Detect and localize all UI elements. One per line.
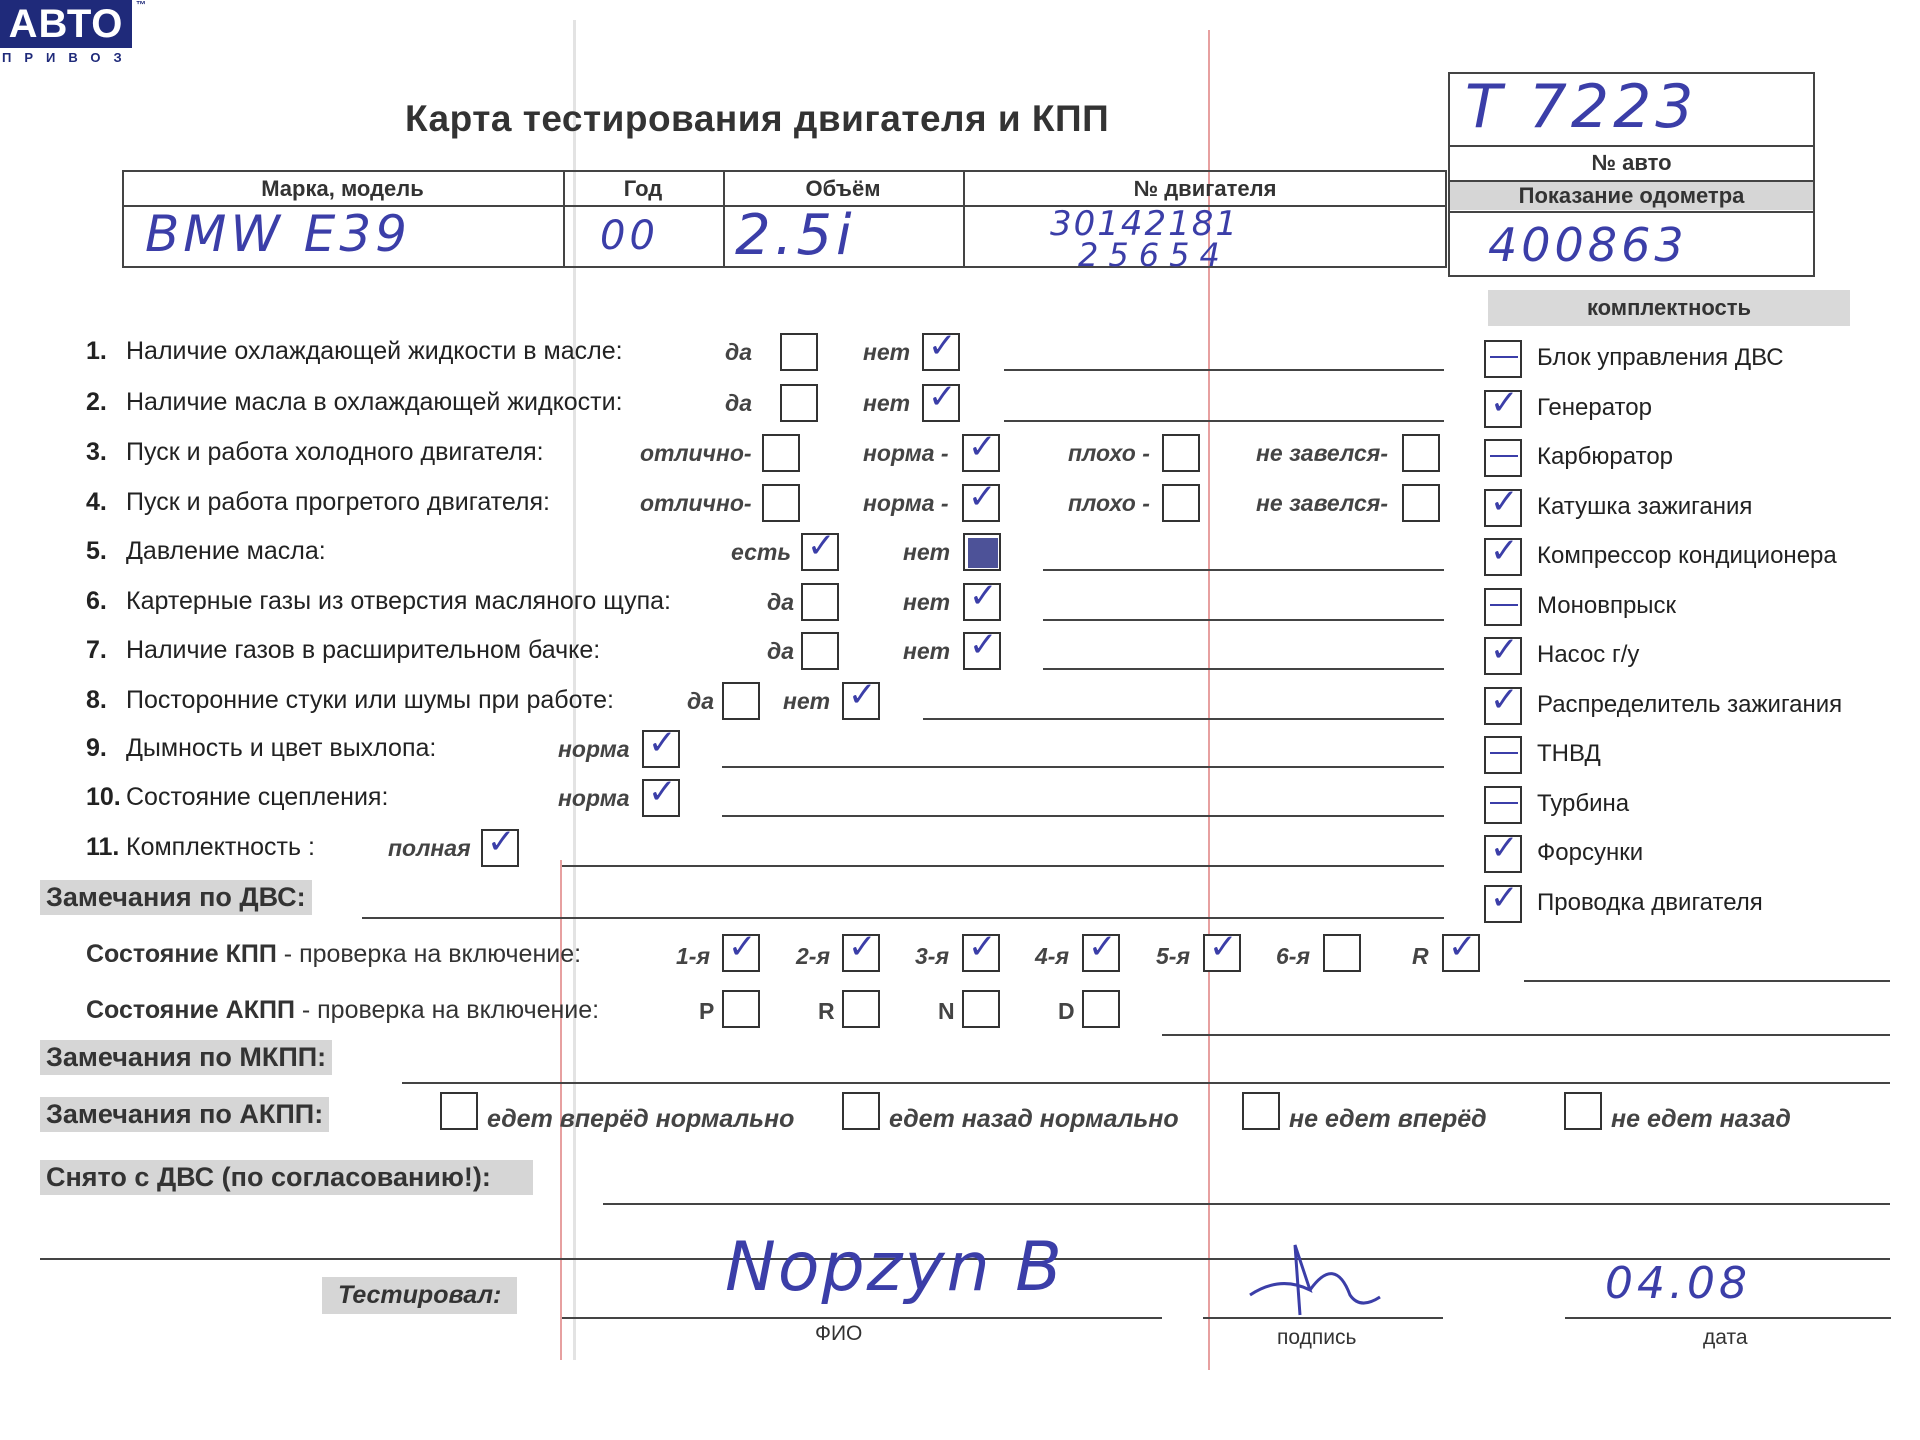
question-checkbox[interactable] (1162, 434, 1200, 472)
akpp-position-checkbox[interactable] (842, 990, 880, 1028)
komplekt-item-label: Распределитель зажигания (1537, 690, 1843, 718)
question-number: 3. (86, 438, 107, 466)
question-checkbox[interactable] (1402, 434, 1440, 472)
option-label: да (725, 390, 753, 416)
divider (1448, 145, 1815, 147)
question-checkbox[interactable] (922, 377, 960, 422)
remarks-line[interactable] (722, 766, 1444, 768)
question-checkbox[interactable] (780, 384, 818, 422)
logo-subtitle: ПРИВОЗ (2, 50, 135, 65)
komplekt-checkbox[interactable] (1484, 439, 1522, 477)
komplekt-checkbox[interactable] (1484, 828, 1522, 873)
check-mark-icon: ✓ (848, 927, 877, 967)
question-number: 2. (86, 388, 107, 416)
option-label: да (767, 589, 795, 615)
logo-trademark: ™ (136, 0, 146, 11)
question-checkbox[interactable] (801, 526, 839, 571)
akpp-position-checkbox[interactable] (722, 990, 760, 1028)
gear-checkbox[interactable] (1442, 927, 1480, 972)
section-mkpp-remarks: Замечания по МКПП: (40, 1040, 332, 1075)
fio-label: ФИО (815, 1322, 863, 1345)
option-label: плохо - (1068, 440, 1150, 466)
remarks-line[interactable] (722, 815, 1444, 817)
komplekt-item-label: Карбюратор (1537, 443, 1674, 470)
gear-label: 3-я (915, 943, 949, 969)
remarks-line[interactable] (1043, 619, 1444, 621)
date-value: 04.08 (1605, 1258, 1751, 1309)
dash-mark-icon (1490, 356, 1518, 358)
option-label: не завелся- (1256, 490, 1388, 516)
volume-header: Объём (805, 176, 881, 201)
question-checkbox[interactable] (801, 632, 839, 670)
option-label: норма - (863, 490, 949, 516)
akpp-position-label: D (1058, 998, 1075, 1024)
logo: АВТО (0, 0, 132, 48)
option-label: нет (903, 589, 951, 615)
gear-label: 4-я (1035, 943, 1069, 969)
option-label: не завелся- (1256, 440, 1388, 466)
komplekt-item-label: Турбина (1537, 789, 1630, 817)
komplekt-checkbox[interactable] (1484, 877, 1522, 923)
engine-number-header: № двигателя (1133, 176, 1277, 201)
question-text: Наличие масла в охлаждающей жидкости: (126, 388, 623, 416)
kpp-remarks-line[interactable] (1524, 980, 1890, 982)
komplekt-checkbox[interactable] (1484, 630, 1522, 675)
question-text: Посторонние стуки или шумы при работе: (126, 686, 614, 714)
dash-mark-icon (1490, 802, 1518, 804)
dash-mark-icon (1490, 752, 1518, 754)
section-tested: Тестировал: (322, 1277, 517, 1314)
check-mark-icon: ✓ (968, 477, 997, 517)
option-label: норма - (863, 440, 949, 466)
question-text: Пуск и работа прогретого двигателя: (126, 488, 550, 516)
akpp-position-checkbox[interactable] (1082, 990, 1120, 1028)
option-label: норма (558, 736, 630, 762)
option-label: есть (731, 539, 791, 565)
question-number: 8. (86, 686, 107, 714)
question-checkbox[interactable] (722, 682, 760, 720)
model-value: BMW E39 (145, 205, 411, 263)
akpp-option-checkbox[interactable] (1242, 1092, 1280, 1130)
gear-label: 6-я (1276, 943, 1310, 969)
odometer-label: Показание одометра (1518, 183, 1745, 208)
check-mark-icon: ✓ (1490, 382, 1519, 423)
signature-scribble (1240, 1235, 1390, 1325)
check-mark-icon: ✓ (1490, 531, 1519, 571)
check-mark-icon: ✓ (969, 625, 998, 665)
option-label: да (767, 638, 795, 664)
engine-number-value-2: 25654 (1078, 236, 1230, 274)
question-checkbox[interactable] (962, 427, 1000, 472)
komplekt-item-label: ТНВД (1537, 740, 1601, 767)
option-label: нет (783, 688, 831, 714)
komplekt-checkbox[interactable] (1484, 382, 1522, 428)
question-text: Наличие газов в расширительном бачке: (126, 636, 601, 664)
question-text: Комплектность : (126, 833, 315, 861)
akpp-position-checkbox[interactable] (962, 990, 1000, 1028)
question-text: Пуск и работа холодного двигателя: (126, 438, 544, 466)
remarks-line[interactable] (923, 718, 1444, 720)
akpp-remarks-line[interactable] (1162, 1034, 1890, 1036)
option-label: да (687, 688, 715, 714)
volume-value: 2.5i (735, 203, 856, 268)
auto-number-value: T 7223 (1465, 72, 1698, 142)
question-number: 6. (86, 587, 107, 615)
komplekt-item-label: Проводка двигателя (1537, 888, 1763, 916)
question-checkbox[interactable] (922, 326, 960, 371)
filled-mark-icon (968, 538, 998, 568)
check-mark-icon: ✓ (968, 927, 997, 967)
check-mark-icon: ✓ (1490, 630, 1519, 670)
signature-label: подпись (1277, 1326, 1357, 1349)
date-label: дата (1703, 1326, 1748, 1349)
option-label: нет (863, 390, 911, 416)
akpp-label: Состояние АКПП - проверка на включение: (86, 996, 600, 1024)
question-number: 11. (86, 833, 120, 861)
odometer-value: 400863 (1488, 218, 1688, 272)
akpp-position-label: P (699, 998, 715, 1024)
check-mark-icon: ✓ (1088, 927, 1117, 967)
question-checkbox[interactable] (481, 822, 519, 867)
gear-checkbox[interactable] (1323, 934, 1361, 972)
komplekt-item-label: Блок управления ДВС (1537, 344, 1784, 371)
option-label: плохо - (1068, 490, 1150, 516)
engine-number-value-1: 30142181 (1050, 204, 1240, 244)
komplekt-item-label: Форсунки (1537, 839, 1644, 866)
question-checkbox[interactable] (963, 576, 1001, 621)
fio-line[interactable] (562, 1317, 1162, 1319)
question-number: 5. (86, 537, 107, 565)
check-mark-icon: ✓ (648, 772, 677, 812)
section-removed: Снято с ДВС (по согласованию!): (40, 1160, 533, 1195)
check-mark-icon: ✓ (1448, 927, 1477, 967)
akpp-option-checkbox[interactable] (440, 1092, 478, 1130)
option-label: да (725, 339, 753, 365)
question-checkbox[interactable] (1162, 484, 1200, 522)
question-number: 10. (86, 783, 121, 811)
komplekt-checkbox[interactable] (1484, 786, 1522, 824)
fio-value: Nopzyn B (725, 1228, 1064, 1307)
komplekt-checkbox[interactable] (1484, 340, 1522, 378)
gear-label: 5-я (1156, 943, 1190, 969)
check-mark-icon: ✓ (1490, 481, 1519, 522)
akpp-option-label: не едет вперёд (1289, 1105, 1487, 1133)
check-mark-icon: ✓ (487, 822, 516, 862)
komplekt-checkbox[interactable] (1484, 679, 1522, 725)
komplekt-checkbox[interactable] (1484, 531, 1522, 576)
section-dvs-remarks: Замечания по ДВС: (40, 880, 312, 915)
gear-checkbox[interactable] (722, 927, 760, 972)
komplekt-title: комплектность (1586, 295, 1752, 320)
gear-checkbox[interactable] (1203, 927, 1241, 972)
check-mark-icon: ✓ (969, 576, 998, 616)
komplekt-item-label: Катушка зажигания (1537, 492, 1753, 520)
question-number: 1. (86, 337, 107, 365)
check-mark-icon: ✓ (807, 526, 836, 566)
option-label: норма (558, 785, 630, 811)
komplekt-item-label: Генератор (1537, 393, 1652, 421)
akpp-position-label: N (938, 998, 955, 1024)
question-checkbox[interactable] (780, 333, 818, 371)
question-checkbox[interactable] (1402, 484, 1440, 522)
option-label: полная (388, 835, 471, 861)
question-number: 9. (86, 734, 107, 762)
question-number: 4. (86, 488, 107, 516)
akpp-option-label: едет назад нормально (889, 1105, 1179, 1133)
check-mark-icon: ✓ (1490, 679, 1519, 720)
check-mark-icon: ✓ (928, 326, 957, 366)
year-value: 00 (600, 213, 659, 259)
option-label: нет (903, 539, 951, 565)
question-checkbox[interactable] (642, 772, 680, 817)
check-mark-icon: ✓ (648, 723, 677, 763)
question-checkbox[interactable] (963, 625, 1001, 670)
page-title: Карта тестирования двигателя и КПП (405, 98, 1110, 139)
akpp-option-checkbox[interactable] (842, 1092, 880, 1130)
option-label: нет (863, 339, 911, 365)
komplekt-item-label: Компрессор кондиционера (1537, 542, 1837, 569)
remarks-line[interactable] (1004, 369, 1444, 371)
question-text: Наличие охлаждающей жидкости в масле: (126, 337, 623, 365)
year-header: Год (623, 176, 663, 201)
mkpp-remarks-line[interactable] (402, 1082, 1890, 1084)
question-checkbox[interactable] (962, 477, 1000, 522)
question-text: Состояние сцепления: (126, 783, 389, 811)
komplekt-item-label: Насос г/у (1537, 641, 1640, 668)
gear-label: R (1412, 943, 1429, 969)
option-label: отлично- (640, 490, 752, 516)
gear-checkbox[interactable] (1082, 927, 1120, 972)
akpp-option-checkbox[interactable] (1564, 1092, 1602, 1130)
kpp-label: Состояние КПП - проверка на включение: (86, 940, 582, 968)
date-line[interactable] (1565, 1317, 1891, 1319)
question-text: Картерные газы из отверстия масляного щупа: (126, 587, 671, 615)
akpp-position-label: R (818, 998, 835, 1024)
question-checkbox[interactable] (762, 484, 800, 522)
option-label: нет (903, 638, 951, 664)
check-mark-icon: ✓ (1490, 877, 1519, 918)
komplekt-checkbox[interactable] (1484, 588, 1522, 626)
remarks-line[interactable] (1043, 668, 1444, 670)
removed-line[interactable] (603, 1203, 1890, 1205)
komplekt-checkbox[interactable] (1484, 736, 1522, 774)
gear-label: 1-я (676, 943, 710, 969)
divider (1448, 211, 1815, 213)
gear-checkbox[interactable] (842, 927, 880, 972)
remarks-line[interactable] (562, 865, 1444, 867)
akpp-option-label: не едет назад (1611, 1105, 1791, 1133)
question-checkbox[interactable] (762, 434, 800, 472)
model-header: Марка, модель (261, 176, 424, 201)
gear-checkbox[interactable] (962, 927, 1000, 972)
question-text: Дымность и цвет выхлопа: (126, 734, 437, 762)
komplekt-item-label: Моновпрыск (1537, 591, 1677, 619)
check-mark-icon: ✓ (848, 675, 877, 715)
auto-number-label: № авто (1591, 150, 1672, 175)
remarks-line[interactable] (1004, 420, 1444, 422)
remarks-line[interactable] (1043, 569, 1444, 571)
question-text: Давление масла: (126, 537, 326, 565)
dvs-remarks-line[interactable] (362, 917, 1444, 919)
section-akpp-remarks: Замечания по АКПП: (40, 1097, 329, 1132)
check-mark-icon: ✓ (968, 427, 997, 467)
check-mark-icon: ✓ (928, 377, 957, 417)
akpp-option-label: едет вперёд нормально (487, 1105, 795, 1133)
dash-mark-icon (1490, 604, 1518, 606)
question-checkbox[interactable] (842, 675, 880, 720)
gear-label: 2-я (796, 943, 830, 969)
check-mark-icon: ✓ (1490, 828, 1519, 868)
question-checkbox[interactable] (963, 533, 1001, 571)
check-mark-icon: ✓ (1209, 927, 1238, 967)
dash-mark-icon (1490, 455, 1518, 457)
question-number: 7. (86, 636, 107, 664)
komplekt-checkbox[interactable] (1484, 481, 1522, 527)
question-checkbox[interactable] (801, 583, 839, 621)
option-label: отлично- (640, 440, 752, 466)
check-mark-icon: ✓ (728, 927, 757, 967)
question-checkbox[interactable] (642, 723, 680, 768)
